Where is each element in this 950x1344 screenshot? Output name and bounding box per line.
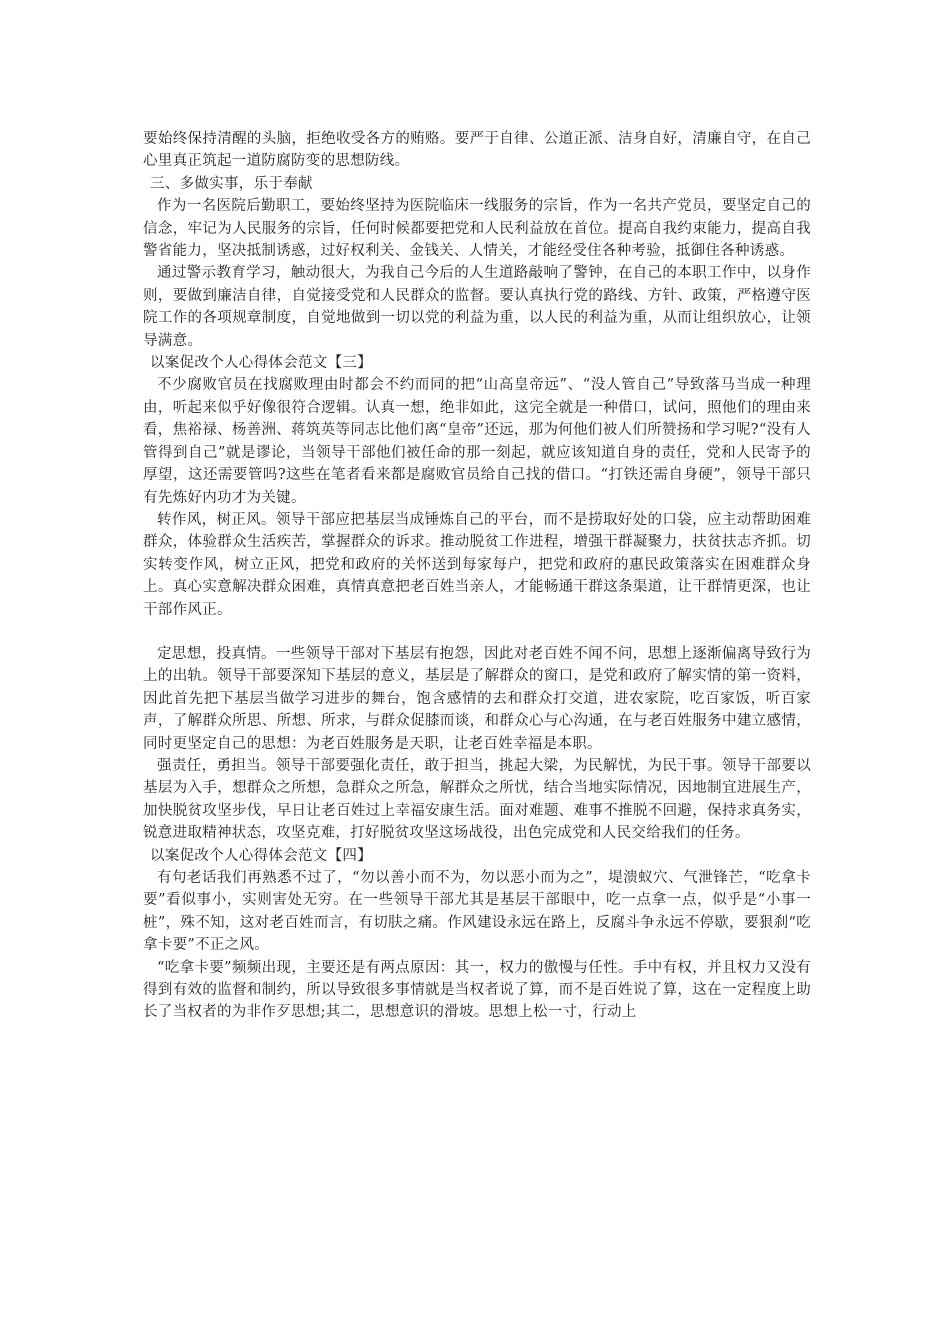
paragraph-8: 有句老话我们再熟悉不过了，“勿以善小而不为，勿以恶小而为之”，堤溃蚁穴、气泄锋芒，“吃拿卡要”看似事小，实则害处无穷。在一些领导干部尤其是基层干部眼中，吃一点拿一点，似乎是“小事一桩”，殊不知，这对老百姓而言，有切肤之痛。作风建设永远在路上，反腐斗争永远不停歇，要狠刹“吃拿卡要”不正之风。 <box>143 870 811 954</box>
section-heading-3: 三、多做实事，乐于奉献 <box>150 175 313 192</box>
paragraph-9: “吃拿卡要”频频出现，主要还是有两点原因：其一，权力的傲慢与任性。手中有权，并且权力又没有得到有效的监督和制约，所以导致很多事情就是当权者说了算，而不是百姓说了算，这在一定程度上助长了当权者的为非作歹思想;其二，思想意识的滑坡。思想上松一寸，行动上 <box>143 959 811 1021</box>
blank-line <box>143 621 811 643</box>
essay-title-4: 以案促改个人心得体会范文【四】 <box>150 847 372 864</box>
paragraph-1: 要始终保持清醒的头脑，拒绝收受各方的贿赂。要严于自律、公道正派、洁身自好，清廉自守，在自己心里真正筑起一道防腐防变的思想防线。 <box>143 131 811 170</box>
document-body <box>143 128 811 1024</box>
paragraph-2: 作为一名医院后勤职工，要始终坚持为医院临床一线服务的宗旨，作为一名共产党员，要坚定自己的信念，牢记为人民服务的宗旨，任何时候都要把党和人民利益放在首位。提高自我约束能力，提高自我警省能力，坚决抵制诱惑，过好权利关、金钱关、人情关，才能经受住各种考验，抵御住各种诱惑。 <box>143 198 811 260</box>
paragraph-5: 转作风，树正风。领导干部应把基层当成锤炼自己的平台，而不是捞取好处的口袋，应主动帮助困难群众，体验群众生活疾苦，掌握群众的诉求。推动脱贫工作进程，增强干群凝聚力，扶贫扶志齐抓。切实转变作风，树立正风，把党和政府的关怀送到每家每户，把党和政府的惠民政策落实在困难群众身上。真心实意解决群众困难，真情真意把老百姓当亲人，才能畅通干群这条渠道，让干群情更深，也让干部作风正。 <box>143 511 811 618</box>
paragraph-6: 定思想，投真情。一些领导干部对下基层有抱怨，因此对老百姓不闻不问，思想上逐渐偏离导致行为上的出轨。领导干部要深知下基层的意义，基层是了解群众的窗口，是党和政府了解实情的第一资料，因此首先把下基层当做学习进步的舞台，饱含感情的去和群众打交道，进农家院，吃百家饭，听百家声，了解群众所思、所想、所求，与群众促膝而谈，和群众心与心沟通，在与老百姓服务中建立感情，同时更坚定自己的思想：为老百姓服务是天职，让老百姓幸福是本职。 <box>143 645 811 752</box>
paragraph-3: 通过警示教育学习，触动很大，为我自己今后的人生道路敲响了警钟，在自己的本职工作中，以身作则，要做到廉洁自律，自觉接受党和人民群众的监督。要认真执行党的路线、方针、政策，严格遵守医院工作的各项规章制度，自觉地做到一切以党的利益为重，以人民的利益为重，从而让组织放心，让领导满意。 <box>143 265 811 349</box>
paragraph-7: 强责任，勇担当。领导干部要强化责任，敢于担当，挑起大梁，为民解忧，为民干事。领导干部要以基层为入手，想群众之所想，急群众之所急，解群众之所忧，结合当地实际情况，因地制宜进展生产，加快脱贫攻坚步伐，早日让老百姓过上幸福安康生活。面对难题、难事不推脱不回避，保持求真务实，锐意进取精神状态，攻坚克难，打好脱贫攻坚这场战役，出色完成党和人民交给我们的任务。 <box>143 757 811 842</box>
essay-title-3: 以案促改个人心得体会范文【三】 <box>150 355 372 372</box>
paragraph-4: 不少腐败官员在找腐败理由时都会不约而同的把“山高皇帝远”、“没人管自己”导致落马当成一种理由，听起来似乎好像很符合逻辑。认真一想，绝非如此，这完全就是一种借口，试问，照他们的理由来看，焦裕禄、杨善洲、蒋筑英等同志比他们离“皇帝”还远，那为何他们被人们所赞扬和学习呢?“没有人管得到自己”就是谬论，当领导干部他们被任命的那一刻起，就应该知道自身的责任，党和人民寄予的厚望，这还需要管吗?这些在笔者看来都是腐败官员给自己找的借口。“打铁还需自身硬”，领导干部只有先炼好内功才为关键。 <box>143 377 811 506</box>
